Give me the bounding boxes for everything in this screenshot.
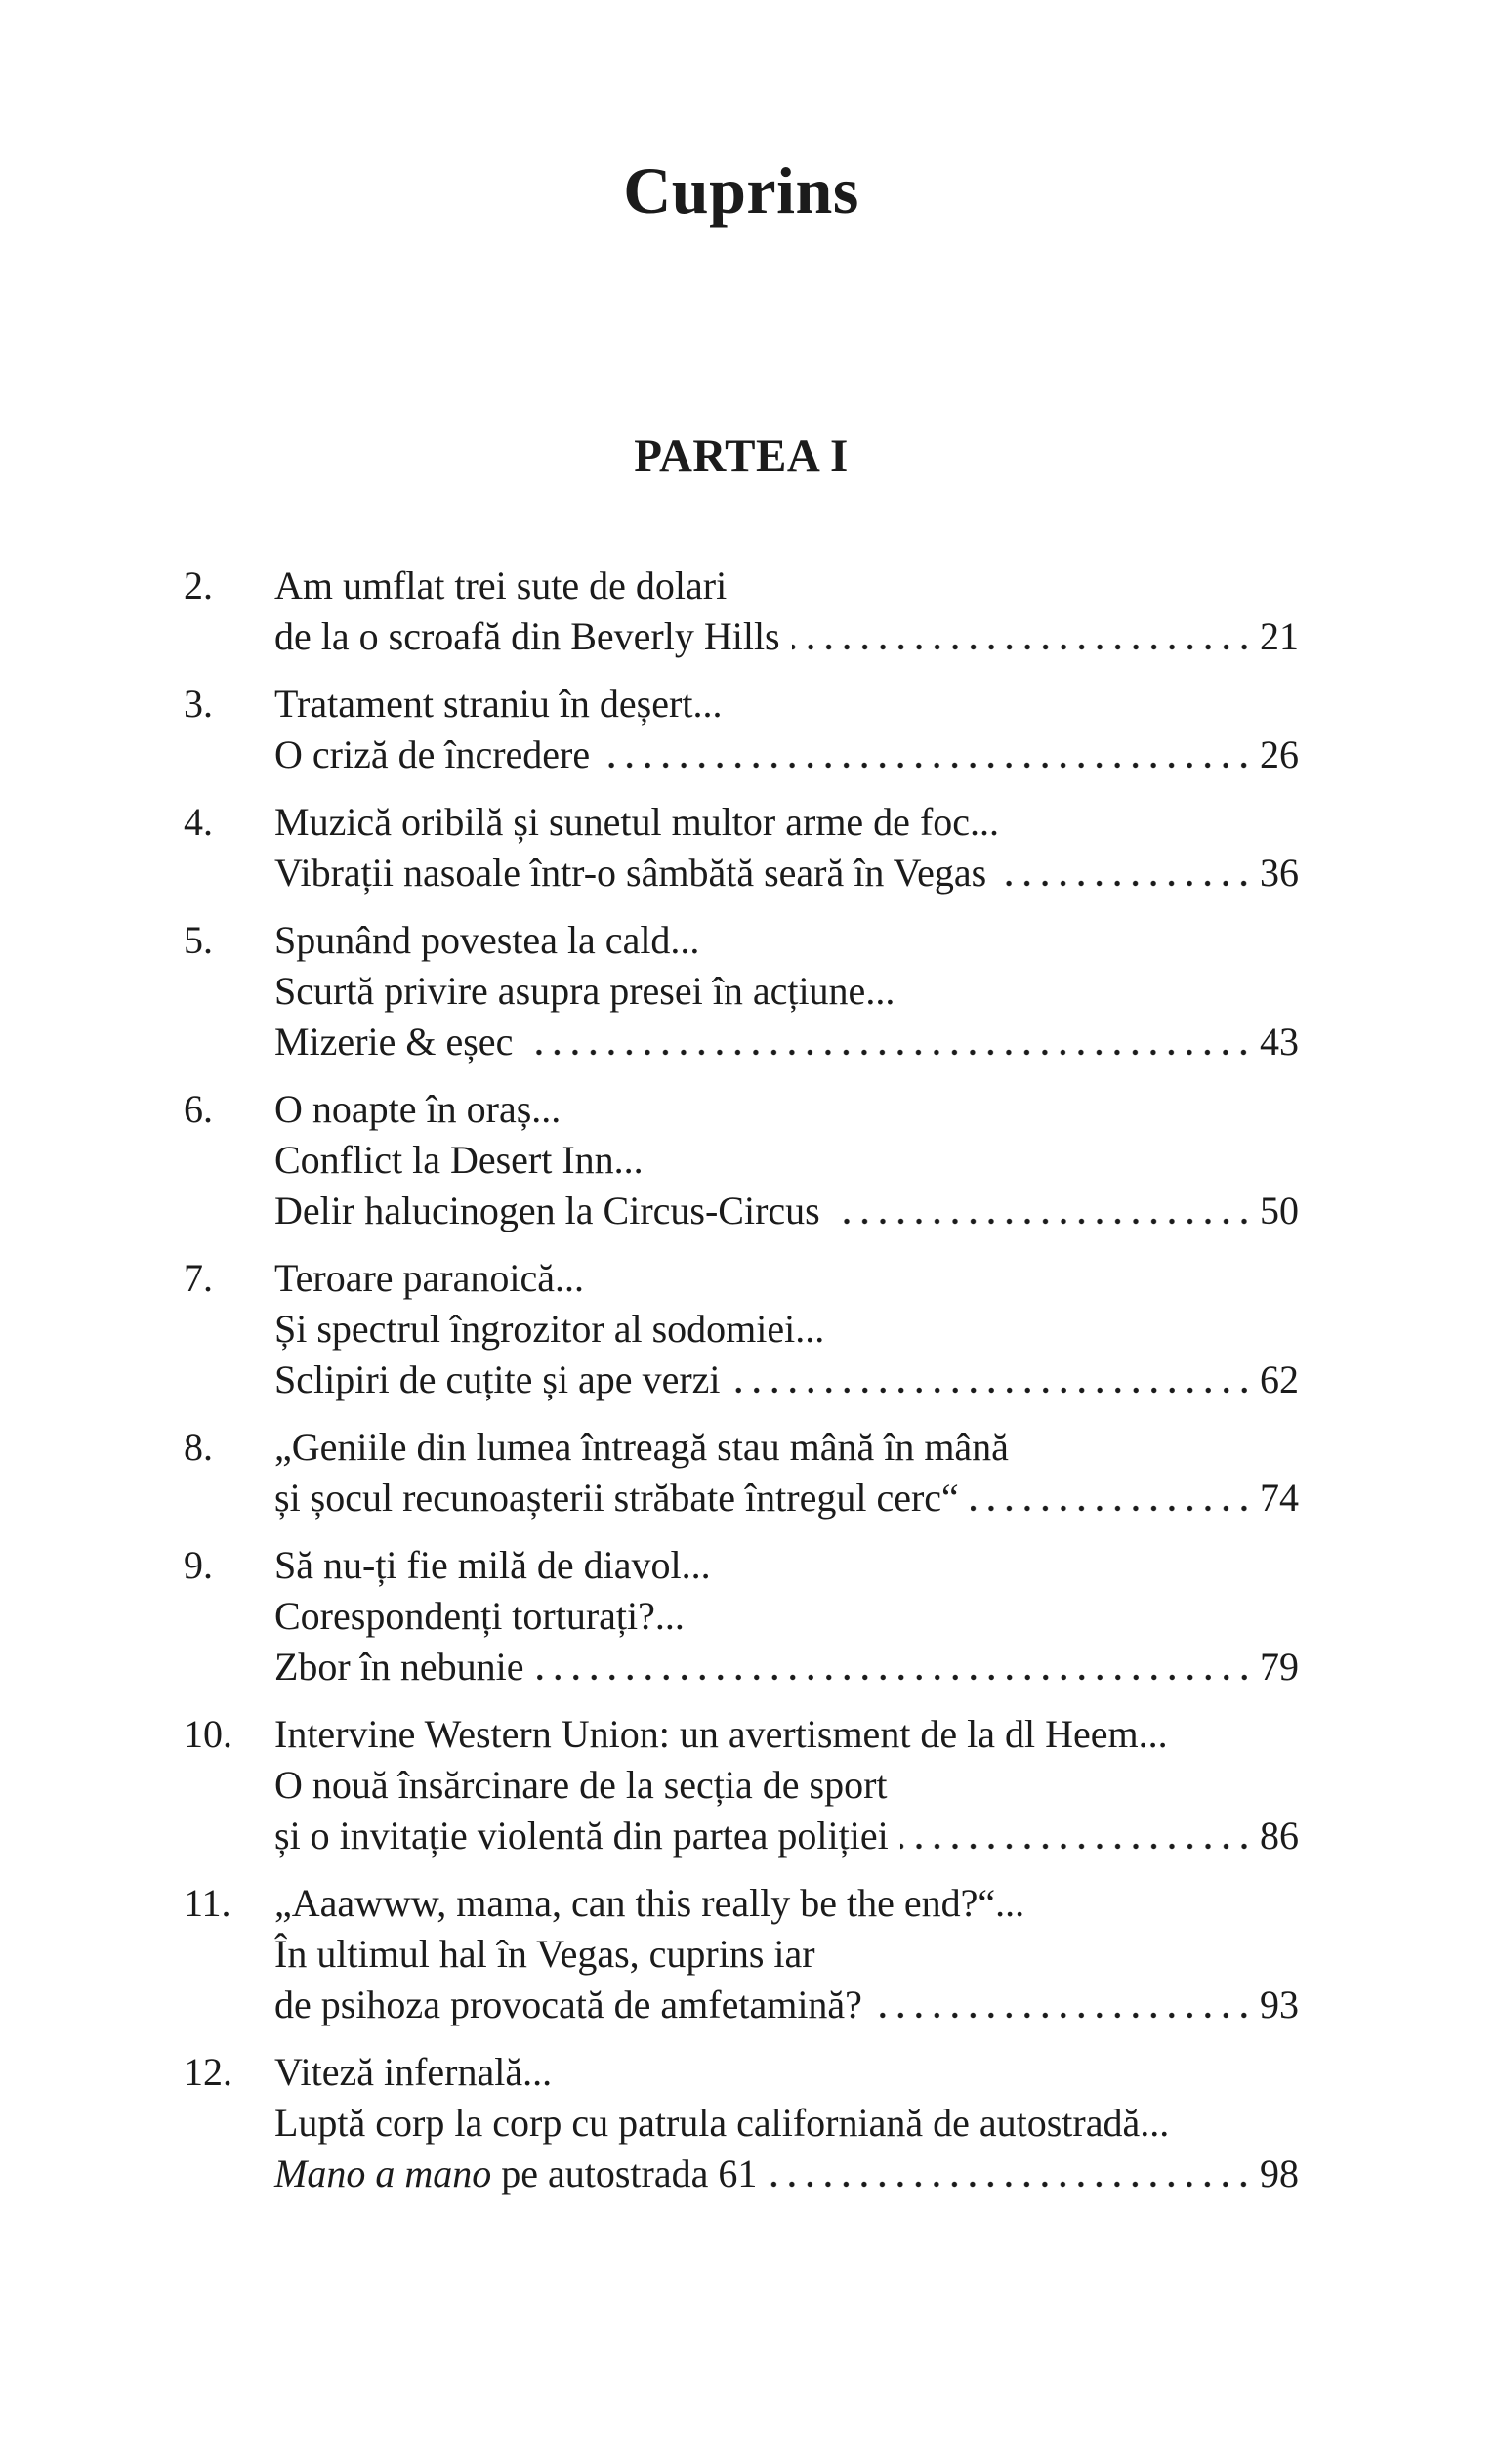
- page-number: 79: [1260, 1645, 1299, 1689]
- page-number: 43: [1260, 1020, 1299, 1064]
- page-number: 86: [1260, 1814, 1299, 1858]
- dot-leader: [602, 762, 1253, 769]
- toc-entry-lines: [274, 561, 1299, 662]
- dot-leader: [998, 880, 1253, 887]
- chapter-number: 4.: [184, 800, 213, 844]
- toc-entry: [184, 1709, 1299, 1861]
- toc-line-text: și șocul recunoașterii străbate întregul cerc“: [274, 1476, 959, 1520]
- toc-line-text: „Aaawww, mama, can this really be the end?“...: [274, 1881, 1025, 1925]
- toc-line-text: O criză de încredere: [274, 732, 591, 776]
- toc-line-text: Viteză infernală...: [274, 2050, 553, 2094]
- toc-line: [274, 1355, 1299, 1405]
- toc-line-text: Corespondenți torturați?...: [274, 1594, 685, 1638]
- part-heading: PARTEA I: [634, 431, 849, 481]
- toc-entry: [184, 2047, 1299, 2199]
- toc-line-text: În ultimul hal în Vegas, cuprins iar: [274, 1932, 815, 1976]
- toc-entry: [184, 679, 1299, 780]
- toc-line-text: Zbor în nebunie: [274, 1645, 524, 1689]
- toc-entry-lines: [274, 1084, 1299, 1236]
- dot-leader: [874, 2012, 1253, 2019]
- toc-line-text: „Geniile din lumea întreagă stau mână în mână: [274, 1425, 1009, 1469]
- toc-line-text: Spunând povestea la cald...: [274, 918, 700, 962]
- page-number: 26: [1260, 732, 1299, 776]
- toc-line: [274, 2098, 1299, 2149]
- toc-line: [274, 2047, 1299, 2098]
- chapter-number: 5.: [184, 918, 213, 962]
- page-number: 50: [1260, 1189, 1299, 1232]
- toc-entry: [184, 1422, 1299, 1524]
- toc-entry-lines: [274, 1540, 1299, 1692]
- toc-line-text: Tratament straniu în deșert...: [274, 682, 723, 726]
- toc-line-text: de psihoza provocată de amfetamină?: [274, 1983, 862, 2026]
- toc-line: [274, 1591, 1299, 1642]
- toc-line: [274, 1422, 1299, 1473]
- toc-line: [274, 611, 1299, 662]
- toc-line-text: Să nu-ți fie milă de diavol...: [274, 1543, 711, 1587]
- toc-line-text: Și spectrul îngrozitor al sodomiei...: [274, 1307, 825, 1351]
- toc-entry: [184, 797, 1299, 898]
- toc-line: [274, 1017, 1299, 1067]
- toc-line: [274, 1811, 1299, 1861]
- toc-entry-lines: [274, 915, 1299, 1067]
- toc-entry-lines: [274, 1422, 1299, 1524]
- chapter-number: 11.: [184, 1881, 231, 1925]
- toc-line-text: Am umflat trei sute de dolari: [274, 564, 728, 607]
- toc-line: [274, 966, 1299, 1017]
- chapter-number: 9.: [184, 1543, 213, 1587]
- toc-line-text: Delir halucinogen la Circus-Circus: [274, 1189, 820, 1232]
- toc-line: [274, 1540, 1299, 1591]
- toc-line: [274, 1186, 1299, 1236]
- chapter-number: 8.: [184, 1425, 213, 1469]
- page-number: 93: [1260, 1983, 1299, 2026]
- toc-line: [274, 2149, 1299, 2199]
- dot-leader: [769, 2181, 1253, 2188]
- toc-line-text: Teroare paranoică...: [274, 1256, 584, 1300]
- chapter-number: 3.: [184, 682, 213, 726]
- toc-line-text: Vibrații nasoale într-o sâmbătă seară în Vegas: [274, 851, 987, 895]
- toc-entry-lines: [274, 797, 1299, 898]
- dot-leader: [536, 1674, 1254, 1681]
- toc-line-text: și o invitație violentă din partea poliției: [274, 1814, 889, 1858]
- toc-line: [274, 915, 1299, 966]
- toc-line: [274, 797, 1299, 848]
- toc-entry: [184, 1084, 1299, 1236]
- dot-leader: [524, 1049, 1253, 1056]
- page-number: 74: [1260, 1476, 1299, 1520]
- toc-line: [274, 561, 1299, 611]
- toc-entry: [184, 1878, 1299, 2030]
- toc-line-text: Muzică oribilă și sunetul multor arme de foc...: [274, 800, 1000, 844]
- toc-entry: [184, 561, 1299, 662]
- toc-line-text: Sclipiri de cuțite și ape verzi: [274, 1357, 721, 1401]
- toc-entry: [184, 1253, 1299, 1405]
- toc-line: [274, 1304, 1299, 1355]
- dot-leader: [732, 1387, 1253, 1394]
- content-column: [184, 153, 1299, 2199]
- toc-line: [274, 848, 1299, 898]
- page-number: 36: [1260, 851, 1299, 895]
- toc-line: [274, 1135, 1299, 1186]
- toc-line-text: Intervine Western Union: un avertisment de la dl Heem...: [274, 1712, 1168, 1756]
- toc-line: [274, 679, 1299, 730]
- toc-line: [274, 1760, 1299, 1811]
- dot-leader: [971, 1505, 1253, 1512]
- toc-line-text: Mizerie & eșec: [274, 1020, 514, 1064]
- toc-line: [274, 1642, 1299, 1692]
- page-number: 21: [1260, 614, 1299, 658]
- toc-line-text: Scurtă privire asupra presei în acțiune...: [274, 969, 895, 1013]
- chapter-number: 10.: [184, 1712, 232, 1756]
- dot-leader: [832, 1218, 1253, 1225]
- dot-leader: [792, 644, 1253, 650]
- toc-entry: [184, 1540, 1299, 1692]
- page-number: 98: [1260, 2151, 1299, 2195]
- toc-line: [274, 1878, 1299, 1929]
- chapter-number: 6.: [184, 1087, 213, 1131]
- toc-entry-lines: [274, 679, 1299, 780]
- toc-entry-lines: [274, 2047, 1299, 2199]
- toc-line-text: Conflict la Desert Inn...: [274, 1138, 644, 1182]
- toc-entry-lines: [274, 1253, 1299, 1405]
- toc-entry: [184, 915, 1299, 1067]
- toc-line: [274, 1980, 1299, 2030]
- toc-line-text: de la o scroafă din Beverly Hills: [274, 614, 780, 658]
- toc-line-text: O nouă însărcinare de la secția de sport: [274, 1763, 888, 1807]
- chapter-number: 7.: [184, 1256, 213, 1300]
- dot-leader: [900, 1843, 1253, 1850]
- chapter-number: 2.: [184, 564, 213, 607]
- toc-entries: [184, 561, 1299, 2199]
- chapter-number: 12.: [184, 2050, 232, 2094]
- book-toc-page: [0, 153, 1499, 2464]
- toc-line: [274, 1473, 1299, 1524]
- toc-line: [274, 730, 1299, 780]
- toc-line: [274, 1253, 1299, 1304]
- toc-line-text: Mano a mano pe autostrada 61: [274, 2151, 758, 2195]
- toc-line: [274, 1929, 1299, 1980]
- toc-entry-lines: [274, 1709, 1299, 1861]
- toc-entry-lines: [274, 1878, 1299, 2030]
- page-title: Cuprins: [623, 153, 859, 228]
- toc-line-text: Luptă corp la corp cu patrula californiană de autostradă...: [274, 2101, 1170, 2145]
- page-number: 62: [1260, 1357, 1299, 1401]
- toc-line: [274, 1709, 1299, 1760]
- toc-line: [274, 1084, 1299, 1135]
- toc-line-text: O noapte în oraș...: [274, 1087, 562, 1131]
